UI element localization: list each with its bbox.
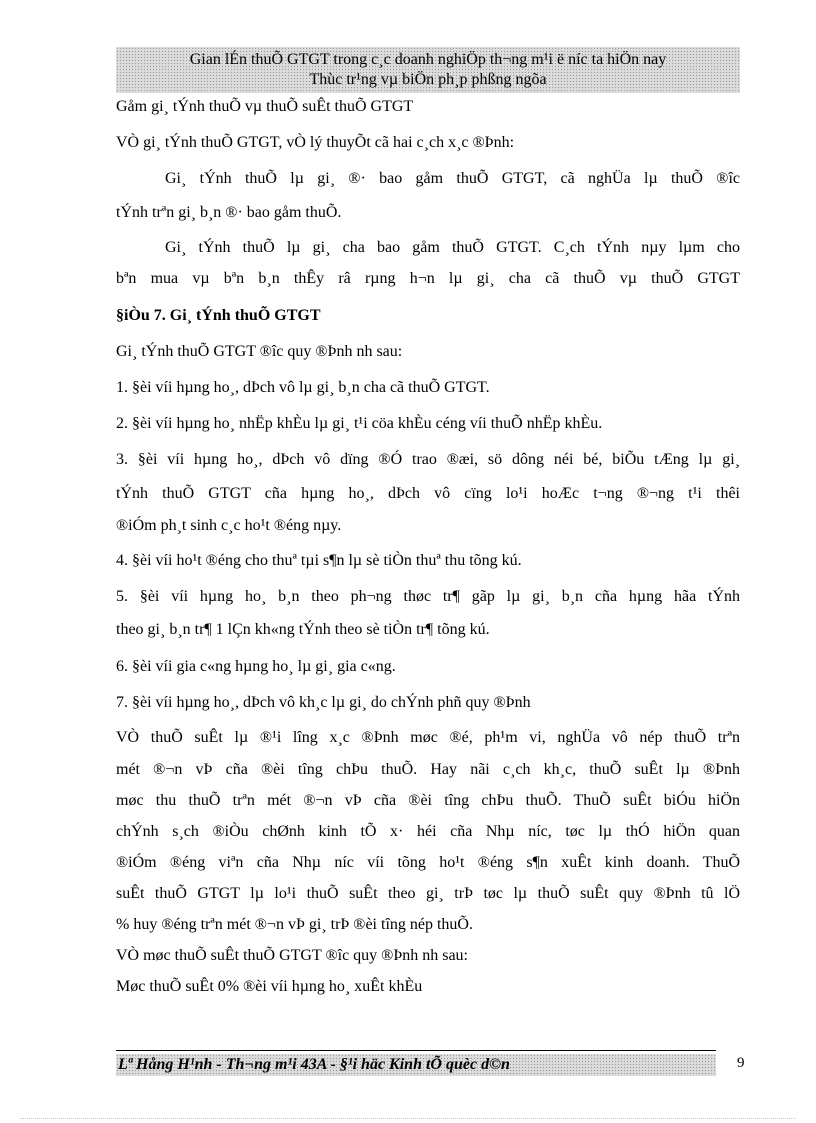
list-item: tÝnh thuÕ GTGT cña hµng ho¸, dÞch vô cïng lo¹i hoÆc t¬ng ®¬ng t¹i thêi	[116, 485, 740, 502]
body-line: mét ®¬n vÞ cña ®èi tîng chÞu thuÕ. Hay nãi c¸ch kh¸c, thuÕ suÊt lµ ®Þnh	[116, 761, 740, 778]
list-item: 7. §èi víi hµng ho¸, dÞch vô kh¸c lµ gi¸ do chÝnh phñ quy ®Þnh	[116, 694, 531, 711]
body-line: Gi¸ tÝnh thuÕ lµ gi¸ cha bao gåm thuÕ GTGT. C¸ch tÝnh nµy lµm cho	[165, 239, 740, 256]
running-header	[116, 47, 740, 93]
body-line: Gåm gi¸ tÝnh thuÕ vµ thuÕ suÊt thuÕ GTGT	[116, 98, 414, 115]
list-item: 5. §èi víi hµng ho¸ b¸n theo ph¬ng thøc tr¶ gãp lµ gi¸ b¸n cña hµng hãa tÝnh	[116, 588, 740, 605]
footer-author: Lª Hång H¹nh - Th¬ng m¹i 43A - §¹i häc Kinh tÕ quèc d©n	[118, 1056, 510, 1073]
body-line: VÒ thuÕ suÊt lµ ®¹i lîng x¸c ®Þnh møc ®é, ph¹m vi, nghÜa vô nép thuÕ trªn	[116, 729, 740, 746]
header-title-line-1: Gian lÉn thuÕ GTGT trong c¸c doanh nghiÖp th¬ng m¹i ë níc ta hiÖn nay	[189, 51, 667, 68]
body-line: tÝnh trªn gi¸ b¸n ®· bao gåm thuÕ.	[116, 204, 342, 221]
list-item: 6. §èi víi gia c«ng hµng ho¸ lµ gi¸ gia c«ng.	[116, 658, 396, 675]
header-title-line-2: Thùc tr¹ng vµ biÖn ph¸p phßng ngõa	[309, 71, 547, 88]
running-footer	[116, 1054, 716, 1076]
body-line: Gi¸ tÝnh thuÕ lµ gi¸ ®· bao gåm thuÕ GTGT, cã nghÜa lµ thuÕ ®îc	[165, 170, 740, 187]
body-line: Gi¸ tÝnh thuÕ GTGT ®îc quy ®Þnh nh sau:	[116, 343, 403, 360]
body-line: VÒ gi¸ tÝnh thuÕ GTGT, vÒ lý thuyÕt cã hai c¸ch x¸c ®Þnh:	[116, 134, 515, 151]
body-line: % huy ®éng trªn mét ®¬n vÞ gi¸ trÞ ®èi tîng nép thuÕ.	[116, 916, 473, 933]
page-number: 9	[737, 1055, 745, 1071]
page-edge-dotted-line	[20, 1118, 796, 1119]
body-line: bªn mua vµ bªn b¸n thÊy râ rµng h¬n lµ gi¸ cha cã thuÕ vµ thuÕ GTGT	[116, 270, 740, 287]
body-line: Møc thuÕ suÊt 0% ®èi víi hµng ho¸ xuÊt khÈu	[116, 978, 423, 995]
footer-divider	[116, 1050, 716, 1051]
list-item: 4. §èi víi ho¹t ®éng cho thuª tµi s¶n lµ sè tiÒn thuª thu tõng kú.	[116, 552, 522, 569]
list-item: theo gi¸ b¸n tr¶ 1 lÇn kh«ng tÝnh theo sè tiÒn tr¶ tõng kú.	[116, 621, 490, 638]
body-line: suÊt thuÕ GTGT lµ lo¹i thuÕ suÊt theo gi¸ trÞ tøc lµ thuÕ suÊt quy ®Þnh tû lÖ	[116, 885, 740, 902]
body-line: chÝnh s¸ch ®iÒu chØnh kinh tÕ x· héi cña Nhµ níc, tøc lµ thÓ hiÖn quan	[116, 823, 740, 840]
body-line: møc thu thuÕ trªn mét ®¬n vÞ cña ®èi tîng chÞu thuÕ. ThuÕ suÊt biÓu hiÖn	[116, 792, 740, 809]
list-item: 3. §èi víi hµng ho¸, dÞch vô dïng ®Ó trao ®æi, sö dông néi bé, biÕu tÆng lµ gi¸	[116, 451, 740, 468]
list-item: ®iÓm ph¸t sinh c¸c ho¹t ®éng nµy.	[116, 517, 342, 534]
section-heading: §iÒu 7. Gi¸ tÝnh thuÕ GTGT	[116, 307, 321, 324]
list-item: 2. §èi víi hµng ho¸ nhËp khÈu lµ gi¸ t¹i cöa khÈu céng víi thuÕ nhËp khÈu.	[116, 415, 603, 432]
body-line: ®iÓm ®éng viªn cña Nhµ níc víi tõng ho¹t ®éng s¶n xuÊt kinh doanh. ThuÕ	[116, 854, 740, 871]
list-item: 1. §èi víi hµng ho¸, dÞch vô lµ gi¸ b¸n cha cã thuÕ GTGT.	[116, 379, 490, 396]
body-line: VÒ møc thuÕ suÊt thuÕ GTGT ®îc quy ®Þnh nh sau:	[116, 947, 468, 964]
